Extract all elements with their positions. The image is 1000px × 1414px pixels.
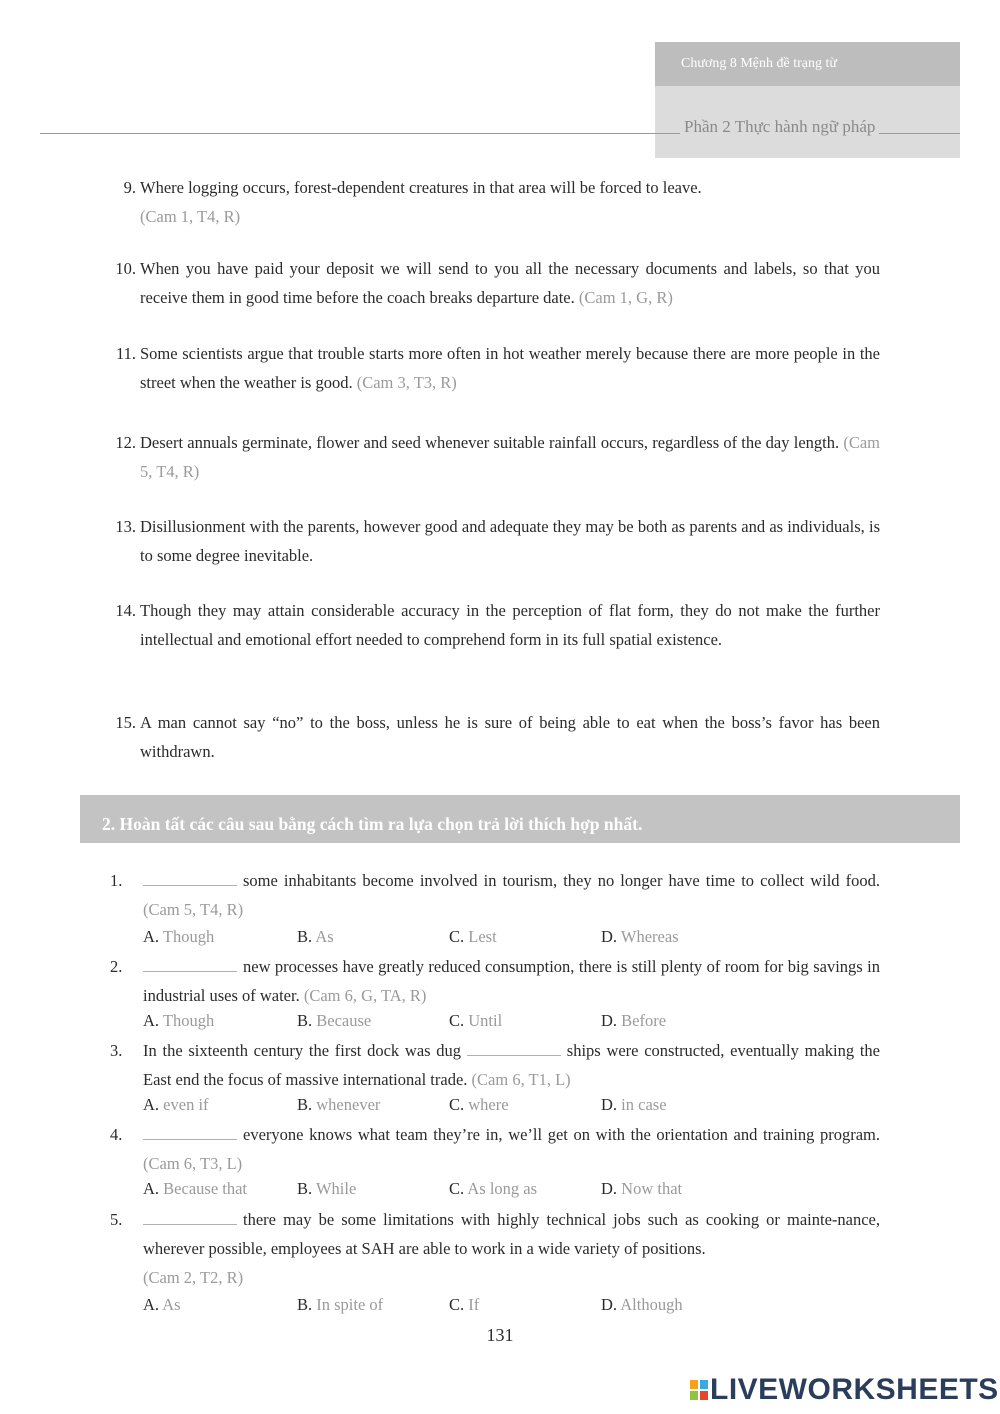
question-number: 1.: [110, 871, 123, 890]
option-c[interactable]: C. Lest: [449, 927, 497, 946]
item-text: Though they may attain considerable accuracy in the perception of flat form, they do not make the further intellectual and emotional effort needed to comprehend form in its full spatial existence.: [140, 601, 880, 649]
chapter-header-box: [655, 42, 960, 158]
question-3: [110, 1036, 880, 1094]
option-b[interactable]: B. While: [297, 1179, 357, 1198]
question-number: 2.: [110, 957, 123, 976]
question-source: (Cam 2, T2, R): [143, 1268, 244, 1287]
question-1: [110, 866, 880, 924]
option-a[interactable]: A. Though: [143, 1011, 215, 1030]
item-number: 10.: [115, 259, 136, 278]
item-text: A man cannot say “no” to the boss, unless he is sure of being able to eat when the boss’s favor has been withdrawn.: [140, 713, 880, 761]
liveworksheets-icon: [690, 1380, 708, 1400]
item-number: 14.: [115, 601, 136, 620]
answer-blank[interactable]: [143, 1206, 237, 1225]
option-c[interactable]: C. Until: [449, 1011, 503, 1030]
part-title: Phần 2 Thực hành ngữ pháp: [680, 117, 879, 137]
item-text: Desert annuals germinate, flower and seed whenever suitable rainfall occurs, regardless of the day length.: [140, 433, 840, 452]
option-c[interactable]: C. As long as: [449, 1179, 538, 1198]
item-source: (Cam 1, G, R): [578, 288, 673, 307]
question-2: [110, 952, 880, 1010]
option-a[interactable]: A. even if: [143, 1095, 209, 1114]
question-source: (Cam 6, G, TA, R): [303, 986, 427, 1005]
option-d[interactable]: D. Now that: [601, 1179, 683, 1198]
item-number: 12.: [115, 433, 136, 452]
question-source: (Cam 6, T1, L): [471, 1070, 571, 1089]
option-a[interactable]: A. Though: [143, 927, 215, 946]
option-b[interactable]: B. Because: [297, 1011, 372, 1030]
item-text: Disillusionment with the parents, however good and adequate they may be both as parents and as individuals, is to some degree inevitable.: [140, 517, 880, 565]
exercise-item: [100, 254, 880, 312]
item-number: 13.: [115, 517, 136, 536]
question-number: 3.: [110, 1041, 123, 1060]
chapter-title: Chương 8 Mệnh đề trạng từ: [655, 42, 960, 86]
option-b[interactable]: B. In spite of: [297, 1295, 384, 1314]
item-text: When you have paid your deposit we will send to you all the necessary documents and labels, so that you receive them in good time before the coach breaks departure date.: [140, 259, 880, 307]
option-c[interactable]: C. If: [449, 1295, 480, 1314]
question-4: [110, 1120, 880, 1178]
exercise-item: [100, 173, 880, 231]
item-text: Where logging occurs, forest-dependent creatures in that area will be forced to leave.: [140, 178, 702, 197]
item-number: 15.: [115, 713, 136, 732]
question-text: new processes have greatly reduced consumption, there is still plenty of room for big savings in industrial uses of water.: [143, 957, 880, 1005]
option-d[interactable]: D. in case: [601, 1095, 667, 1114]
option-b[interactable]: B. As: [297, 927, 334, 946]
option-b[interactable]: B. whenever: [297, 1095, 381, 1114]
question-number: 4.: [110, 1125, 123, 1144]
item-source: (Cam 3, T3, R): [356, 373, 457, 392]
answer-blank[interactable]: [143, 1121, 237, 1140]
section-2-banner: 2. Hoàn tất các câu sau bằng cách tìm ra lựa chọn trả lời thích hợp nhất.: [80, 795, 960, 843]
item-text: Some scientists argue that trouble starts more often in hot weather merely because there are more people in the street when the weather is good.: [140, 344, 880, 392]
page-number: 131: [486, 1325, 514, 1345]
liveworksheets-logo: [690, 1373, 999, 1409]
answer-blank[interactable]: [467, 1037, 561, 1056]
question-5: [110, 1205, 880, 1292]
option-a[interactable]: A. As: [143, 1295, 181, 1314]
item-number: 9.: [123, 178, 136, 197]
item-number: 11.: [115, 344, 136, 363]
item-source: (Cam 1, T4, R): [140, 207, 241, 226]
exercise-item: [100, 596, 880, 654]
exercise-item: [100, 512, 880, 570]
option-d[interactable]: D. Before: [601, 1011, 667, 1030]
question-number: 5.: [110, 1210, 123, 1229]
question-text: ships were constructed, eventually making the East end the focus of massive international trade.: [143, 1041, 880, 1089]
exercise-item: [100, 708, 880, 766]
question-source: (Cam 6, T3, L): [143, 1154, 243, 1173]
exercise-item: [100, 339, 880, 397]
item-source: (Cam 5, T4, R): [140, 433, 881, 481]
option-c[interactable]: C. where: [449, 1095, 509, 1114]
logo-text: LIVEWORKSHEETS: [710, 1373, 999, 1406]
question-text: some inhabitants become involved in tourism, they no longer have time to collect wild food.: [243, 871, 880, 890]
question-text: there may be some limitations with highly technical jobs such as cooking or mainte-nance, wherever possible, employees at SAH are able to work in a wide variety of positions.: [143, 1210, 880, 1258]
option-d[interactable]: D. Although: [601, 1295, 683, 1314]
question-text: everyone knows what team they’re in, we’ll get on with the orientation and training program.: [243, 1125, 880, 1144]
question-text-before: In the sixteenth century the first dock was dug: [143, 1041, 462, 1060]
answer-blank[interactable]: [143, 953, 237, 972]
option-d[interactable]: D. Whereas: [601, 927, 679, 946]
answer-blank[interactable]: [143, 867, 237, 886]
option-a[interactable]: A. Because that: [143, 1179, 248, 1198]
question-source: (Cam 5, T4, R): [143, 900, 244, 919]
exercise-item: [100, 428, 880, 486]
